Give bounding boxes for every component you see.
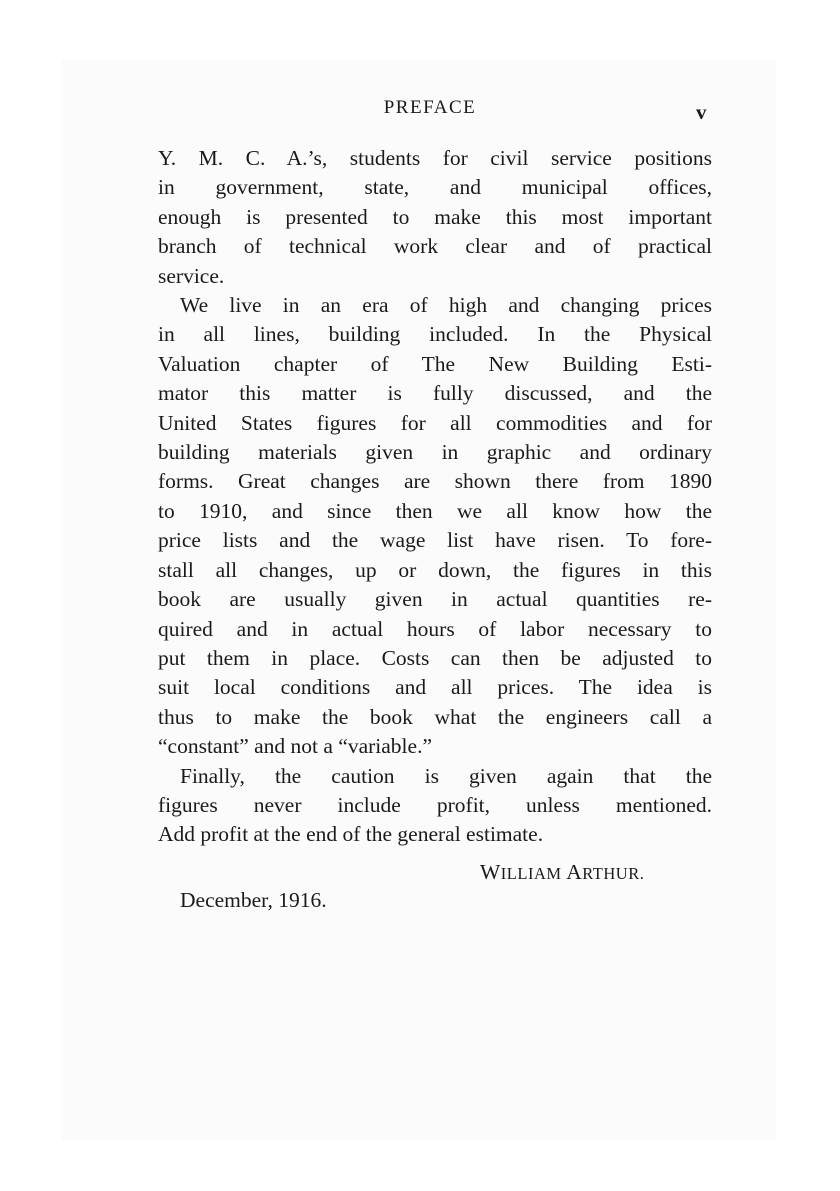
text-line: Y. M. C. A.’s, students for civil service positions bbox=[158, 146, 712, 170]
text-line: stall all changes, up or down, the figures in this bbox=[158, 557, 712, 582]
text-line: “constant” and not a “variable.” bbox=[158, 734, 432, 759]
author-signature bbox=[480, 858, 644, 888]
signature-first-initial: W bbox=[480, 860, 501, 884]
signature-first-rest: ILLIAM bbox=[500, 864, 562, 883]
text-line: enough is presented to make this most important bbox=[158, 204, 712, 229]
text-line: Add profit at the end of the general estimate. bbox=[158, 822, 544, 847]
signature-last-rest: RTHUR. bbox=[582, 864, 645, 883]
page-title: PREFACE bbox=[383, 97, 477, 118]
preface-body bbox=[158, 144, 712, 850]
text-line: branch of technical work clear and of practical bbox=[158, 234, 712, 259]
text-line: in all lines, building included. In the Physical bbox=[158, 322, 712, 347]
text-line: United States figures for all commodities and for bbox=[158, 410, 712, 435]
text-line: quired and in actual hours of labor necessary to bbox=[158, 616, 712, 641]
text-line: to 1910, and since then we all know how the bbox=[158, 498, 712, 523]
text-line: book are usually given in actual quantities re- bbox=[158, 587, 712, 612]
page-number: v bbox=[696, 100, 707, 124]
text-line: forms. Great changes are shown there from 1890 bbox=[158, 469, 712, 494]
preface-date: December, 1916. bbox=[180, 888, 327, 912]
text-line: service. bbox=[158, 263, 225, 288]
text-line: in government, state, and municipal offices, bbox=[158, 175, 712, 200]
text-line: thus to make the book what the engineers call a bbox=[158, 704, 712, 729]
text-line: Valuation chapter of The New Building Esti- bbox=[158, 351, 712, 376]
text-line: price lists and the wage list have risen. To fore- bbox=[158, 528, 712, 553]
signature-last-initial: A bbox=[566, 860, 583, 884]
text-line: suit local conditions and all prices. The idea is bbox=[158, 675, 712, 700]
text-line: Finally, the caution is given again that the bbox=[180, 763, 712, 788]
text-line: figures never include profit, unless mentioned. bbox=[158, 792, 712, 817]
text-line: We live in an era of high and changing prices bbox=[180, 293, 712, 318]
text-line: mator this matter is fully discussed, and the bbox=[158, 381, 712, 406]
text-line: put them in place. Costs can then be adjusted to bbox=[158, 645, 712, 670]
text-line: building materials given in graphic and ordinary bbox=[158, 440, 712, 465]
